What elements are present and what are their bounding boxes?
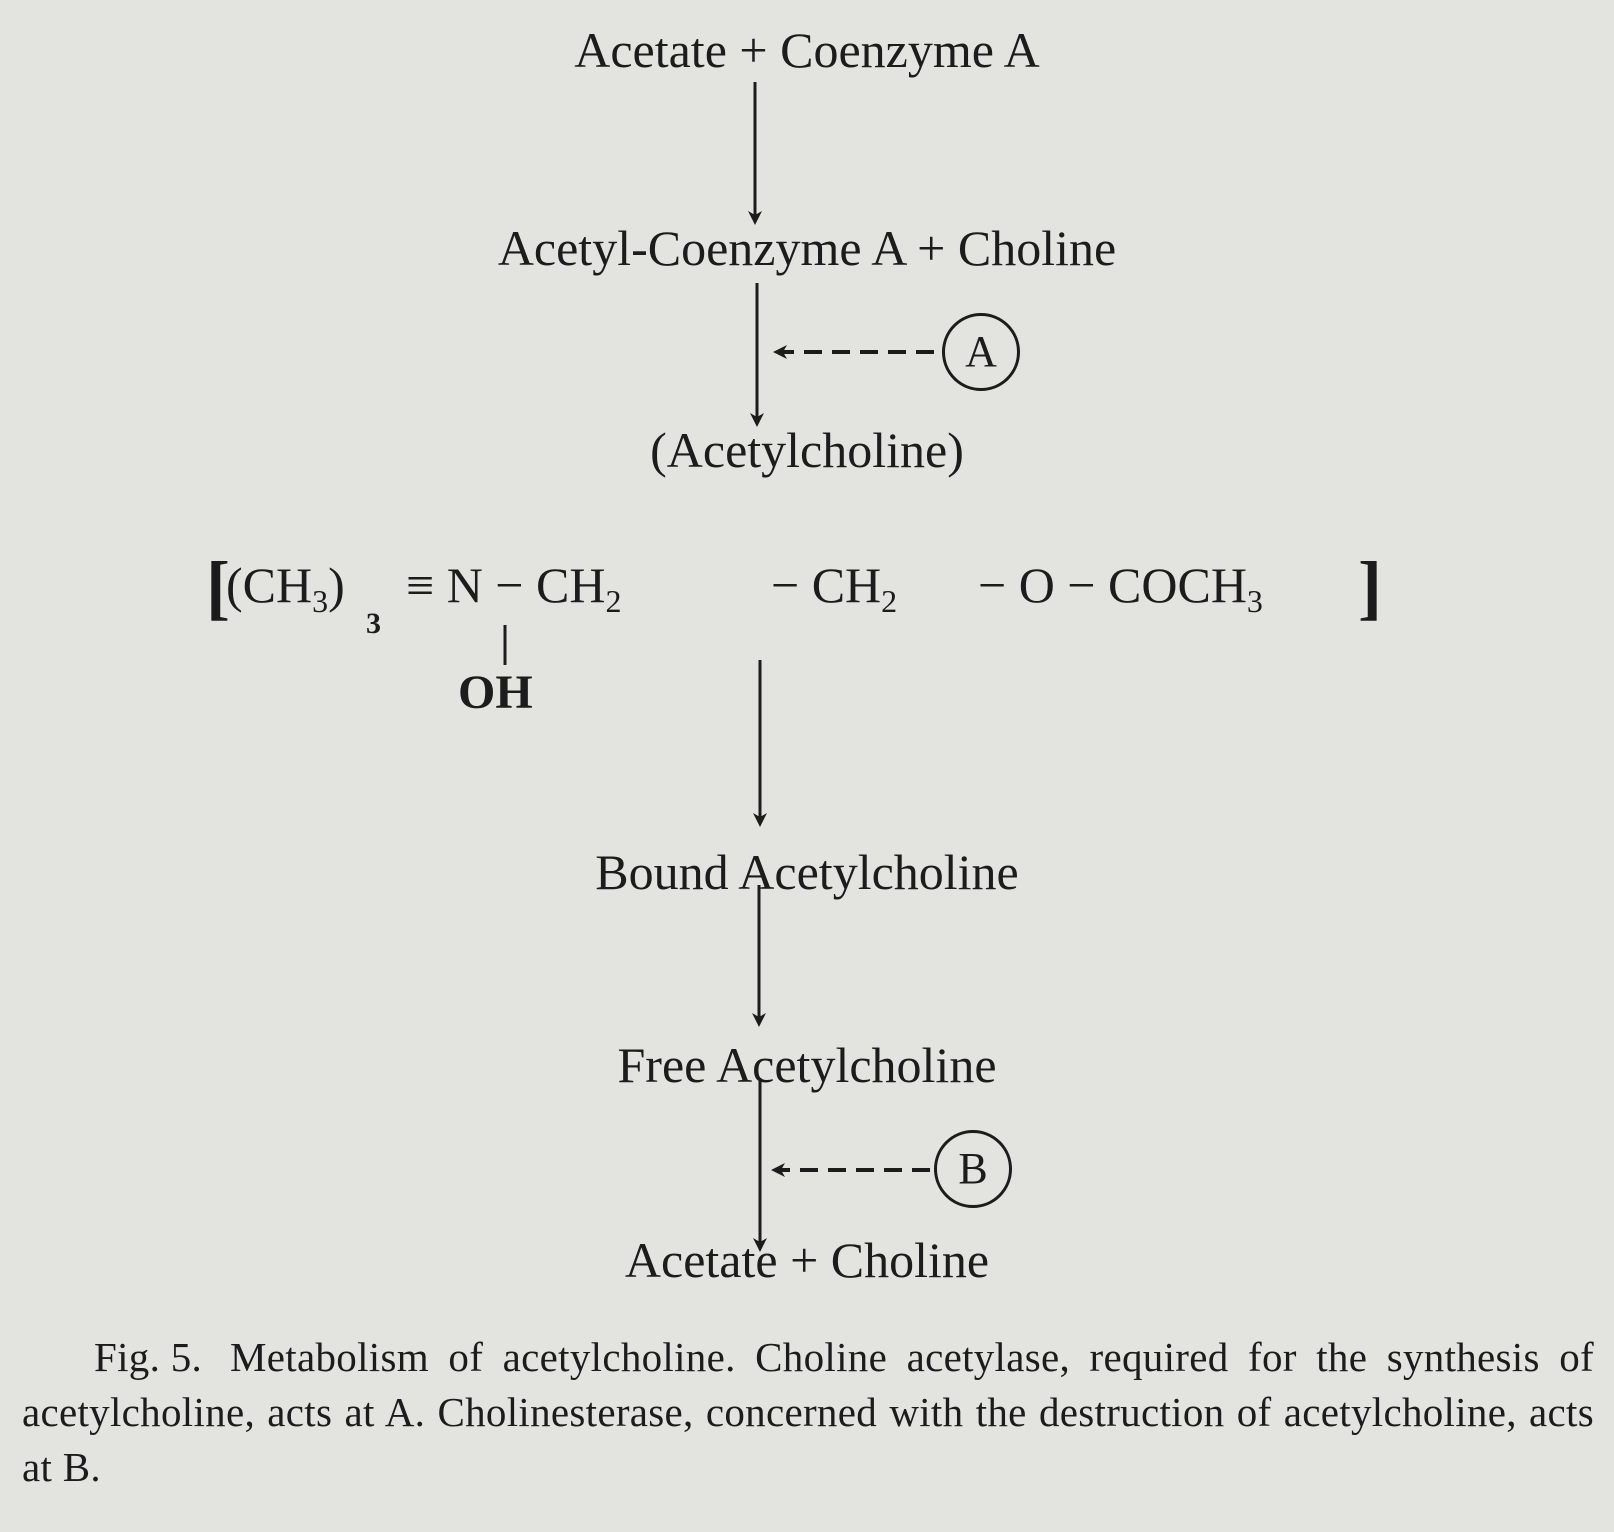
formula-bracket-close: ]	[1358, 547, 1382, 627]
acetyl-coenzyme-a-choline: Acetyl-Coenzyme A + Choline	[497, 220, 1117, 276]
acetylcholine-label: (Acetylcholine)	[650, 422, 964, 478]
formula-bracket-open: [	[206, 547, 230, 627]
marker-a: A	[942, 313, 1020, 391]
formula-ch3-subscript: 3	[312, 583, 329, 619]
acetylcholine-formula	[206, 547, 1406, 719]
formula-dash-ch2-text: − CH	[771, 557, 882, 613]
formula-ch2-subscript: 2	[605, 583, 622, 619]
figure-caption	[22, 1330, 1594, 1495]
formula-coch3-subscript: 3	[1246, 583, 1263, 619]
marker-b: B	[934, 1130, 1012, 1208]
caption-text: Metabolism of acetylcholine. Choline acetylase, required for the synthesis of acetylcholine, acts at A. Cholinesterase, concerned with the destruction of acetylcholine, acts at B.	[22, 1334, 1594, 1490]
formula-ch3-text: (CH	[226, 557, 313, 613]
formula-dash-o-text: − O − COCH	[978, 557, 1247, 613]
free-acetylcholine: Free Acetylcholine	[617, 1037, 997, 1093]
formula-multiplier-3: 3	[366, 607, 381, 640]
bound-acetylcholine: Bound Acetylcholine	[595, 844, 1019, 900]
figure-label: Fig. 5.	[94, 1334, 203, 1380]
reactants-acetate-coenzyme-a: Acetate + Coenzyme A	[574, 22, 1040, 78]
formula-second-ch2	[771, 555, 897, 621]
formula-ch3-group	[226, 555, 345, 621]
formula-o-coch3	[978, 555, 1263, 621]
formula-ch3-close: )	[328, 557, 345, 613]
formula-oh: OH	[458, 666, 533, 719]
formula-triple-n-text: ≡ N − CH	[406, 557, 606, 613]
formula-n-ch2	[406, 555, 621, 621]
formula-ch2-subscript-b: 2	[881, 583, 898, 619]
products-acetate-choline: Acetate + Choline	[624, 1232, 990, 1288]
